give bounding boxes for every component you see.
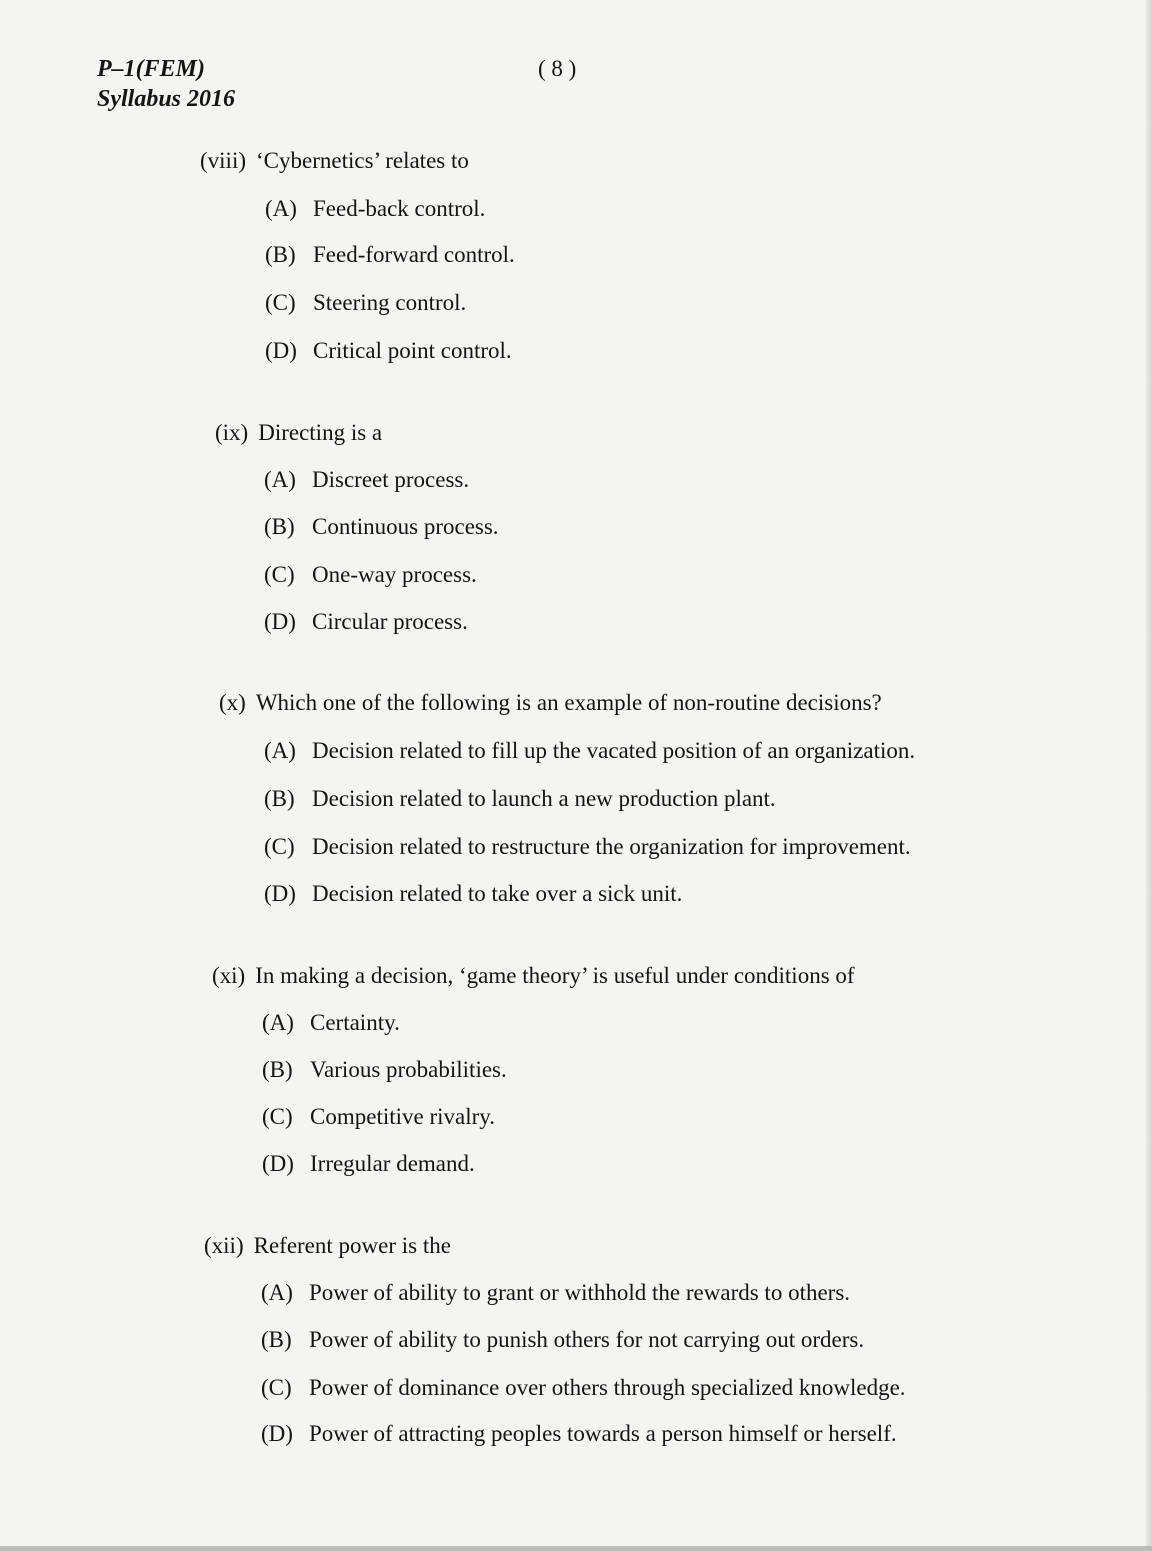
option-text: Power of ability to punish others for not carrying out orders. (309, 1327, 865, 1352)
option-b (265, 240, 515, 270)
option-text: Certainty. (310, 1010, 400, 1035)
option-text: Decision related to take over a sick unit. (312, 881, 683, 906)
option-letter: (C) (264, 562, 295, 587)
question-number: (viii) (200, 148, 246, 173)
question-text: In making a decision, ‘game theory’ is useful under conditions of (255, 963, 855, 988)
question-number: (xi) (212, 963, 246, 988)
option-letter: (A) (262, 1010, 294, 1035)
option-d (264, 879, 682, 909)
question-text: Which one of the following is an example of non-routine decisions? (255, 690, 882, 715)
option-letter: (D) (264, 609, 296, 634)
question-number: (x) (219, 690, 246, 715)
option-text: Decision related to restructure the organization for improvement. (312, 834, 911, 859)
syllabus-label: Syllabus 2016 (97, 86, 236, 112)
page-bottom-edge (0, 1546, 1152, 1551)
paper-header (97, 54, 235, 114)
option-c (262, 1102, 495, 1132)
option-b (262, 1055, 507, 1085)
question-stem (204, 1231, 451, 1261)
option-d (261, 1419, 897, 1449)
question-stem (219, 688, 882, 718)
option-c (264, 832, 911, 862)
option-letter: (B) (264, 786, 295, 811)
option-d (262, 1149, 475, 1179)
question-text: Directing is a (258, 420, 383, 445)
option-a (265, 194, 485, 224)
option-text: Feed-back control. (313, 196, 486, 221)
option-b (261, 1325, 864, 1355)
option-letter: (D) (262, 1151, 294, 1176)
option-text: Steering control. (313, 290, 467, 315)
option-text: Irregular demand. (310, 1151, 475, 1176)
option-text: Decision related to fill up the vacated position of an organization. (312, 738, 916, 763)
option-letter: (B) (262, 1057, 293, 1082)
option-a (261, 1278, 850, 1308)
option-text: Various probabilities. (310, 1057, 507, 1082)
option-letter: (C) (261, 1375, 292, 1400)
option-letter: (D) (264, 881, 296, 906)
option-letter: (B) (264, 514, 295, 539)
option-a (262, 1008, 400, 1038)
option-text: Power of attracting peoples towards a person himself or herself. (309, 1421, 897, 1446)
option-letter: (A) (261, 1280, 293, 1305)
option-a (264, 736, 915, 766)
question-number: (xii) (204, 1233, 244, 1258)
question-text: Referent power is the (253, 1233, 451, 1258)
page-edge (1146, 0, 1152, 1551)
option-c (261, 1373, 906, 1403)
option-d (265, 336, 512, 366)
option-letter: (A) (264, 467, 296, 492)
question-stem (215, 418, 382, 448)
option-letter: (B) (265, 242, 296, 267)
option-text: Discreet process. (312, 467, 470, 492)
option-text: One-way process. (312, 562, 477, 587)
option-b (264, 784, 776, 814)
option-c (264, 560, 477, 590)
option-text: Circular process. (312, 609, 468, 634)
question-text: ‘Cybernetics’ relates to (256, 148, 469, 173)
option-letter: (D) (261, 1421, 293, 1446)
option-letter: (D) (265, 338, 297, 363)
option-letter: (C) (262, 1104, 293, 1129)
option-text: Power of dominance over others through specialized knowledge. (309, 1375, 906, 1400)
option-text: Feed-forward control. (313, 242, 515, 267)
option-text: Continuous process. (312, 514, 499, 539)
option-d (264, 607, 468, 637)
option-letter: (A) (265, 196, 297, 221)
question-number: (ix) (215, 420, 249, 445)
option-text: Critical point control. (313, 338, 512, 363)
option-letter: (C) (265, 290, 296, 315)
option-letter: (A) (264, 738, 296, 763)
question-stem (200, 146, 469, 176)
question-stem (212, 961, 855, 991)
option-text: Decision related to launch a new production plant. (312, 786, 776, 811)
option-letter: (C) (264, 834, 295, 859)
option-letter: (B) (261, 1327, 292, 1352)
option-text: Power of ability to grant or withhold the rewards to others. (309, 1280, 851, 1305)
page-number: ( 8 ) (538, 56, 577, 81)
option-c (265, 288, 466, 318)
option-a (264, 465, 469, 495)
option-text: Competitive rivalry. (310, 1104, 496, 1129)
paper-code: P–1(FEM) (97, 56, 205, 82)
option-b (264, 512, 499, 542)
